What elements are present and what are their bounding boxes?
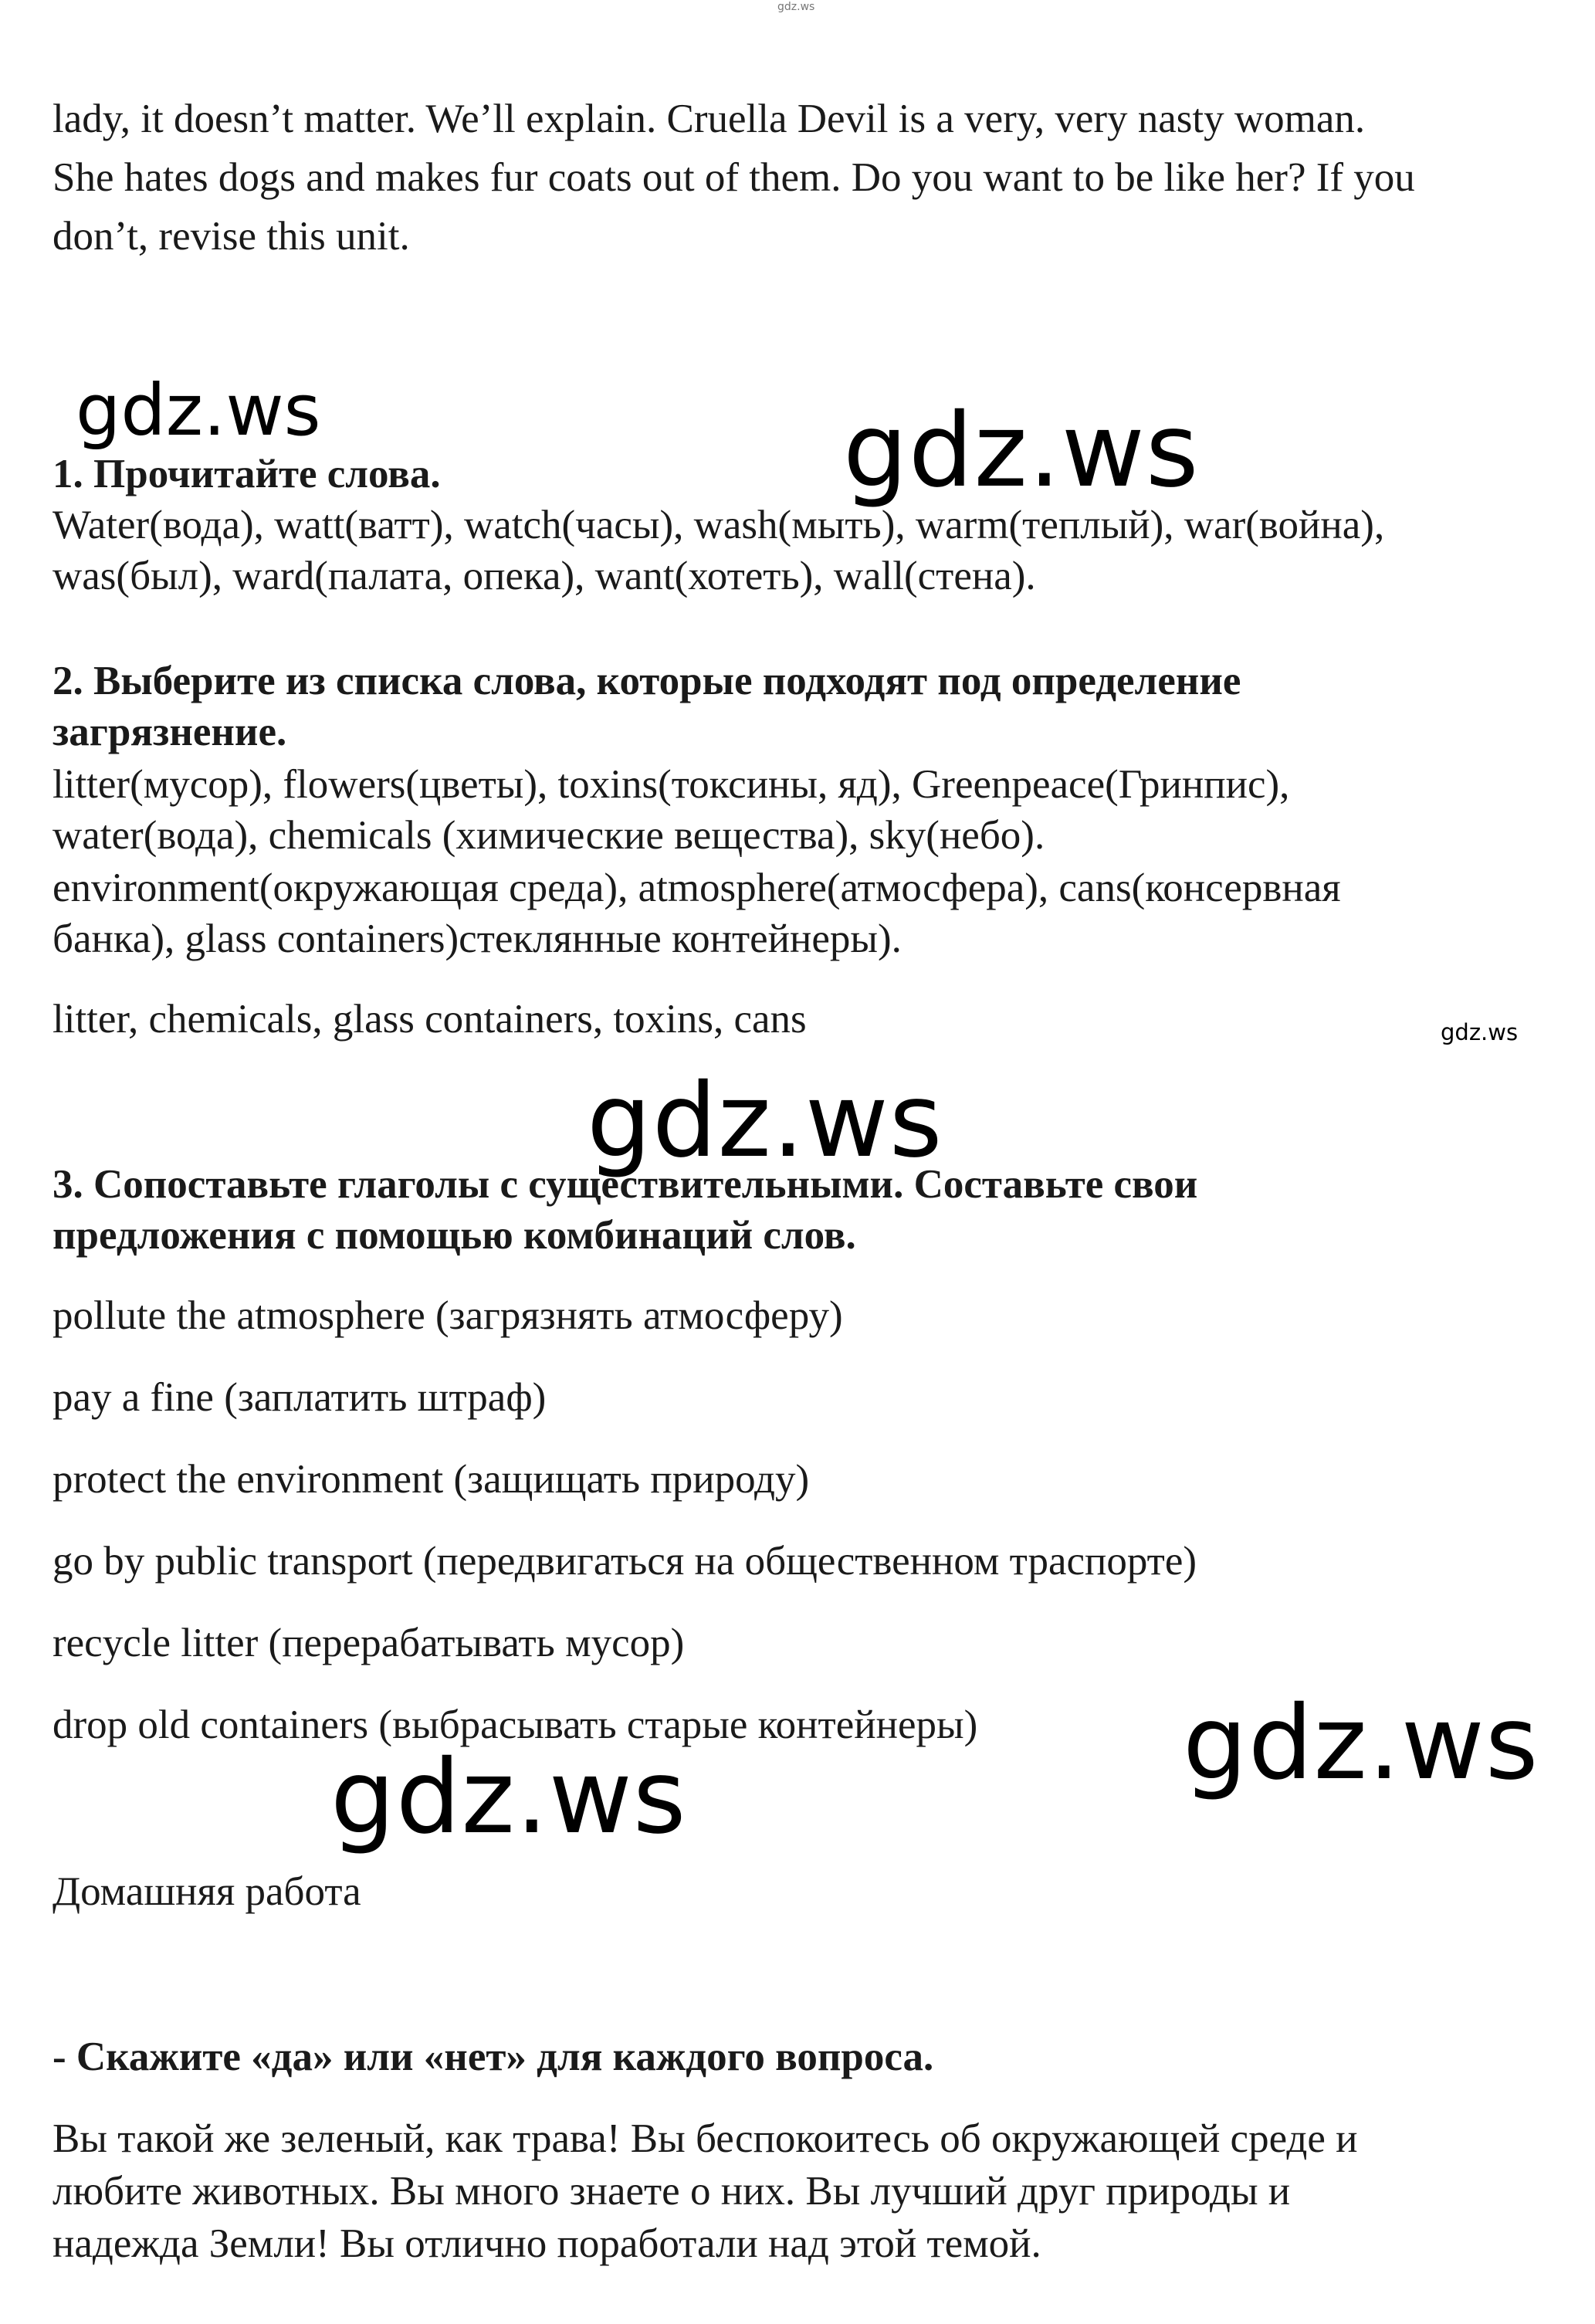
- watermark-top: gdz.ws: [777, 1, 815, 13]
- task3-item: pollute the atmosphere (загрязнять атмосферу): [52, 1293, 843, 1338]
- homework-line: любите животных. Вы много знаете о них. Вы лучший друг природы и: [52, 2169, 1291, 2214]
- watermark: gdz.ws: [843, 391, 1200, 510]
- task3-item: pay a fine (заплатить штраф): [52, 1375, 547, 1420]
- task2-line: water(вода), chemicals (химические вещества), sky(небо).: [52, 813, 1045, 858]
- task3-heading: 3. Сопоставьте глаголы с существительными. Составьте свои: [52, 1162, 1198, 1207]
- task1-line: was(был), ward(палата, опека), want(хотеть), wall(стена).: [52, 554, 1036, 598]
- task1-heading: 1. Прочитайте слова.: [52, 452, 441, 496]
- task3-item: recycle litter (перерабатывать мусор): [52, 1621, 685, 1665]
- task2-line: environment(окружающая среда), atmosphere(атмосфера), cans(консервная: [52, 866, 1341, 910]
- homework-title: Домашняя работа: [52, 1869, 361, 1914]
- intro-line: She hates dogs and makes fur coats out of them. Do you want to be like her? If you: [52, 155, 1415, 200]
- task2-heading: 2. Выберите из списка слова, которые подходят под определение: [52, 659, 1241, 703]
- task2-line: банка), glass containers)стеклянные контейнеры).: [52, 916, 902, 961]
- task3-item: drop old containers (выбрасывать старые контейнеры): [52, 1702, 978, 1747]
- intro-line: lady, it doesn’t matter. We’ll explain. Cruella Devil is a very, very nasty woman.: [52, 97, 1366, 141]
- task1-line: Water(вода), watt(ватт), watch(часы), wash(мыть), warm(теплый), war(война),: [52, 503, 1385, 547]
- watermark: gdz.ws: [1441, 1019, 1519, 1045]
- homework-line: Вы такой же зеленый, как трава! Вы беспокоитесь об окружающей среде и: [52, 2116, 1358, 2161]
- task3-item: go by public transport (передвигаться на общественном траспорте): [52, 1539, 1197, 1584]
- task2-line: litter(мусор), flowers(цветы), toxins(токсины, яд), Greenpeace(Гринпис),: [52, 762, 1290, 807]
- watermark: gdz.ws: [1183, 1684, 1539, 1803]
- task3-heading: предложения с помощью комбинаций слов.: [52, 1213, 856, 1258]
- task2-heading: загрязнение.: [52, 710, 287, 754]
- task2-answer: litter, chemicals, glass containers, toxins, cans: [52, 997, 807, 1042]
- task3-item: protect the environment (защищать природу): [52, 1457, 810, 1502]
- watermark: gdz.ws: [587, 1062, 943, 1181]
- watermark: gdz.ws: [330, 1738, 687, 1857]
- homework-heading: - Скажите «да» или «нет» для каждого вопроса.: [52, 2034, 934, 2079]
- homework-line: надежда Земли! Вы отлично поработали над этой темой.: [52, 2221, 1041, 2266]
- watermark: gdz.ws: [76, 369, 321, 452]
- intro-line: don’t, revise this unit.: [52, 214, 410, 259]
